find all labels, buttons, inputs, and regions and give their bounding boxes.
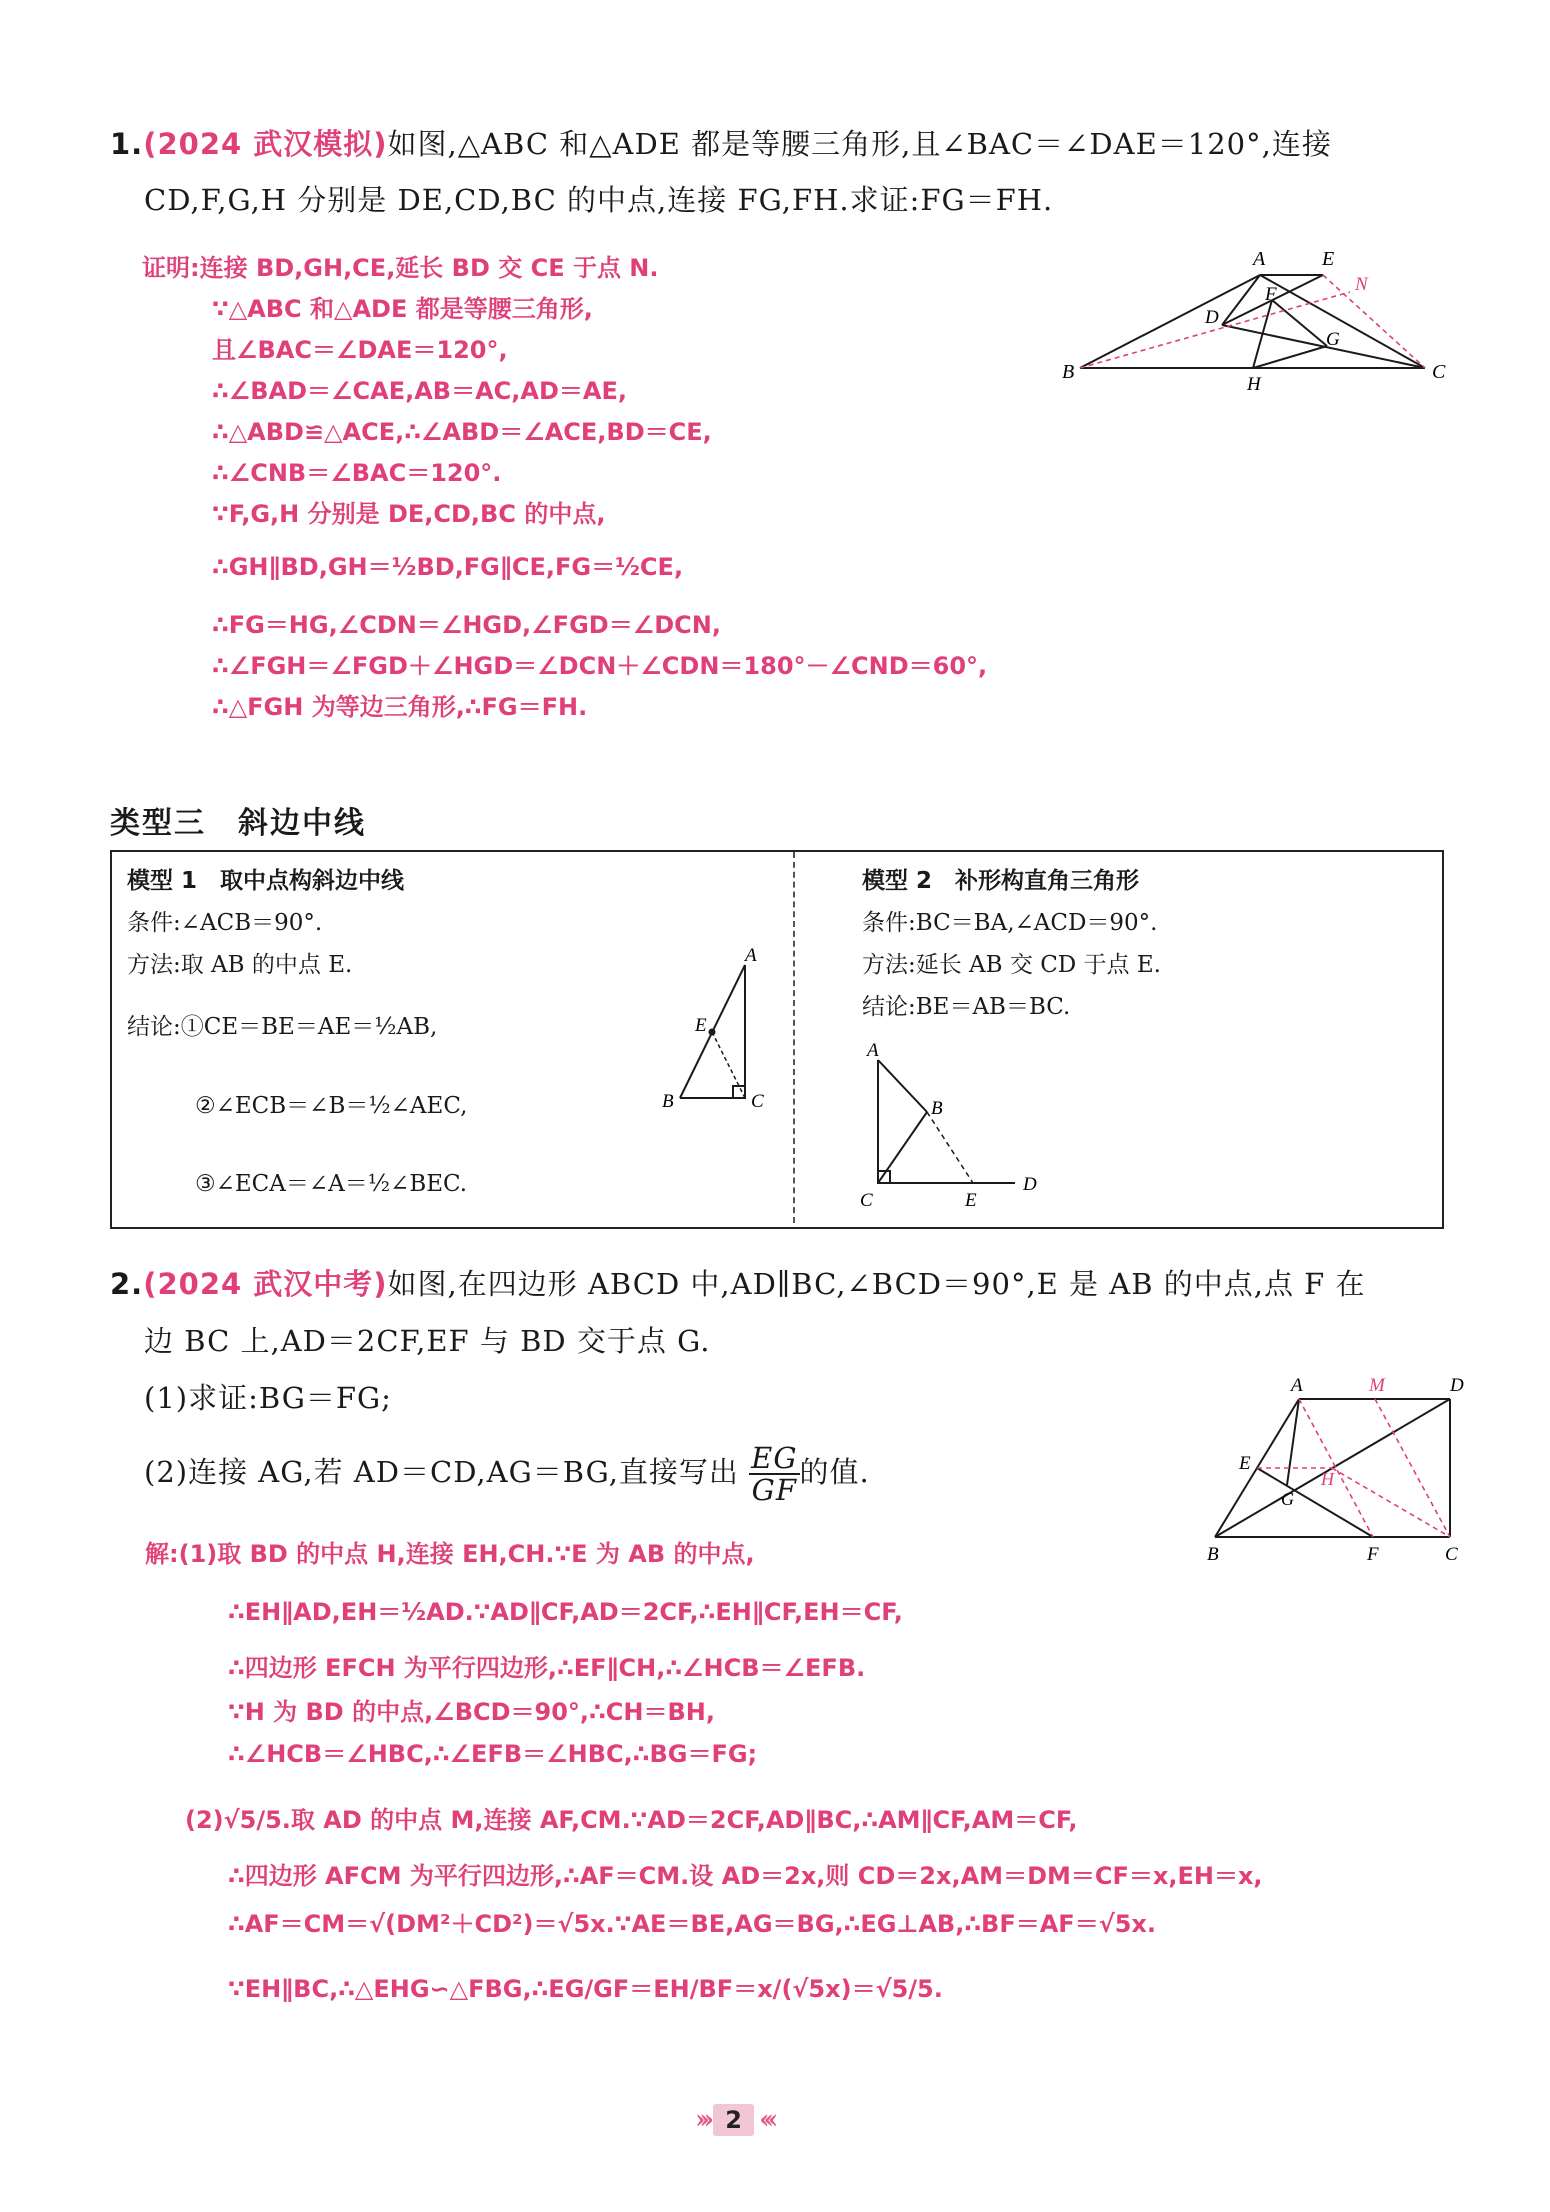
label-E: E <box>695 1015 707 1036</box>
question-1-line1 <box>110 116 1332 172</box>
label-G: G <box>1281 1489 1294 1509</box>
label-A: A <box>867 1040 879 1061</box>
model-2-method: 方法:延长 AB 交 CD 于点 E. <box>862 952 1161 978</box>
model-1-method: 方法:取 AB 的中点 E. <box>127 952 353 978</box>
question-2-part1: (1)求证:BG＝FG; <box>144 1381 392 1415</box>
label-A: A <box>745 945 757 966</box>
question-2-line2: 边 BC 上,AD＝2CF,EF 与 BD 交于点 G. <box>144 1324 711 1358</box>
model-1-conclusion-2: ②∠ECB＝∠B＝½∠AEC, <box>195 1093 468 1119</box>
proof-line: ∴△FGH 为等边三角形,∴FG＝FH. <box>212 693 588 721</box>
proof-line: 且∠BAC＝∠DAE＝120°, <box>212 336 508 364</box>
label-M: M <box>1369 1375 1385 1396</box>
label-B: B <box>1062 361 1075 383</box>
label-A: A <box>1291 1375 1303 1396</box>
question-2-part2 <box>144 1443 870 1505</box>
label-D: D <box>1205 307 1219 328</box>
solution-line: ∵H 为 BD 的中点,∠BCD＝90°,∴CH＝BH, <box>228 1698 715 1726</box>
label-C: C <box>1445 1544 1458 1565</box>
label-D: D <box>1450 1375 1464 1396</box>
label-E: E <box>1322 248 1335 270</box>
label-G: G <box>1326 329 1340 350</box>
question-text: 如图,△ABC 和△ADE 都是等腰三角形,且∠BAC＝∠DAE＝120°,连接 <box>387 127 1332 161</box>
solution-line: ∵EH∥BC,∴△EHG∽△FBG,∴EG/GF＝EH/BF＝x/(√5x)＝√5/5. <box>228 1975 943 2003</box>
question-number: 1. <box>110 127 144 161</box>
page-number: 2 <box>713 2104 754 2136</box>
model-1-condition: 条件:∠ACB＝90°. <box>127 910 323 936</box>
solution-line: ∴EH∥AD,EH＝½AD.∵AD∥CF,AD＝2CF,∴EH∥CF,EH＝CF, <box>228 1598 903 1626</box>
model-2-figure <box>855 1040 1065 1215</box>
label-C: C <box>1432 361 1446 383</box>
label-A: A <box>1253 248 1266 270</box>
proof-line: ∵△ABC 和△ADE 都是等腰三角形, <box>212 295 593 323</box>
model-2-conclusion: 结论:BE＝AB＝BC. <box>862 994 1071 1020</box>
label-B: B <box>662 1091 674 1112</box>
solution-line: ∴四边形 AFCM 为平行四边形,∴AF＝CM.设 AD＝2x,则 CD＝2x,AM＝DM＝CF＝x,EH＝x, <box>228 1862 1263 1890</box>
proof-line: ∴FG＝HG,∠CDN＝∠HGD,∠FGD＝∠DCN, <box>212 611 721 639</box>
question-1-line2: CD,F,G,H 分别是 DE,CD,BC 的中点,连接 FG,FH.求证:FG＝FH. <box>144 183 1054 217</box>
figure-1 <box>1060 245 1460 395</box>
model-2-condition: 条件:BC＝BA,∠ACD＝90°. <box>862 910 1158 936</box>
proof-line: ∴∠CNB＝∠BAC＝120°. <box>212 459 502 487</box>
question-2-line1 <box>110 1256 1366 1312</box>
chevron-right-icon: ››› <box>695 2105 709 2135</box>
model-1-title: 模型 1 取中点构斜边中线 <box>127 868 405 894</box>
proof-line: ∴GH∥BD,GH＝½BD,FG∥CE,FG＝½CE, <box>212 553 684 581</box>
model-1-conclusion-1: 结论:①CE＝BE＝AE＝½AB, <box>127 1014 438 1040</box>
fraction-eg-gf: $\frac{EG}{GF}$ <box>751 1441 798 1507</box>
label-B: B <box>1207 1544 1219 1565</box>
model-divider <box>793 852 795 1223</box>
part2-text-end: 的值. <box>799 1455 870 1489</box>
solution-line: 解:(1)取 BD 的中点 H,连接 EH,CH.∵E 为 AB 的中点, <box>145 1540 755 1568</box>
solution-line: ∴四边形 EFCH 为平行四边形,∴EF∥CH,∴∠HCB＝∠EFB. <box>228 1654 866 1682</box>
proof-line: 证明:连接 BD,GH,CE,延长 BD 交 CE 于点 N. <box>142 254 659 282</box>
label-C: C <box>860 1190 873 1211</box>
solution-line: ∴∠HCB＝∠HBC,∴∠EFB＝∠HBC,∴BG＝FG; <box>228 1740 758 1768</box>
model-1-figure <box>655 945 775 1120</box>
proof-line: ∴∠BAD＝∠CAE,AB＝AC,AD＝AE, <box>212 377 627 405</box>
section-title: 类型三 斜边中线 <box>110 806 366 841</box>
label-D: D <box>1023 1174 1037 1195</box>
figure-2 <box>1195 1365 1465 1570</box>
label-E: E <box>965 1190 977 1211</box>
label-N: N <box>1355 274 1368 295</box>
label-C: C <box>751 1091 764 1112</box>
solution-line: ∴AF＝CM＝√(DM²＋CD²)＝√5x.∵AE＝BE,AG＝BG,∴EG⊥AB,∴BF＝AF＝√5x. <box>228 1910 1157 1938</box>
page-footer <box>695 2105 772 2135</box>
label-H: H <box>1321 1469 1334 1489</box>
label-E: E <box>1239 1453 1251 1474</box>
label-F: F <box>1367 1544 1379 1565</box>
label-H: H <box>1247 374 1261 395</box>
proof-line: ∴△ABD≌△ACE,∴∠ABD＝∠ACE,BD＝CE, <box>212 418 712 446</box>
chevron-left-icon: ‹‹‹ <box>759 2105 773 2135</box>
question-text: 如图,在四边形 ABCD 中,AD∥BC,∠BCD＝90°,E 是 AB 的中点,点 F 在 <box>387 1267 1366 1301</box>
model-2-title: 模型 2 补形构直角三角形 <box>862 868 1140 894</box>
question-number: 2. <box>110 1267 144 1301</box>
label-F: F <box>1265 284 1277 305</box>
solution-line: (2)√5/5.取 AD 的中点 M,连接 AF,CM.∵AD＝2CF,AD∥BC,∴AM∥CF,AM＝CF, <box>185 1806 1078 1834</box>
model-1-conclusion-3: ③∠ECA＝∠A＝½∠BEC. <box>195 1171 468 1197</box>
question-source: (2024 武汉模拟) <box>143 127 388 161</box>
proof-line: ∴∠FGH＝∠FGD＋∠HGD＝∠DCN＋∠CDN＝180°－∠CND＝60°, <box>212 652 988 680</box>
question-source: (2024 武汉中考) <box>143 1267 388 1301</box>
label-B: B <box>931 1098 943 1119</box>
part2-text: (2)连接 AG,若 AD＝CD,AG＝BG,直接写出 <box>144 1455 739 1489</box>
proof-line: ∵F,G,H 分别是 DE,CD,BC 的中点, <box>212 500 606 528</box>
